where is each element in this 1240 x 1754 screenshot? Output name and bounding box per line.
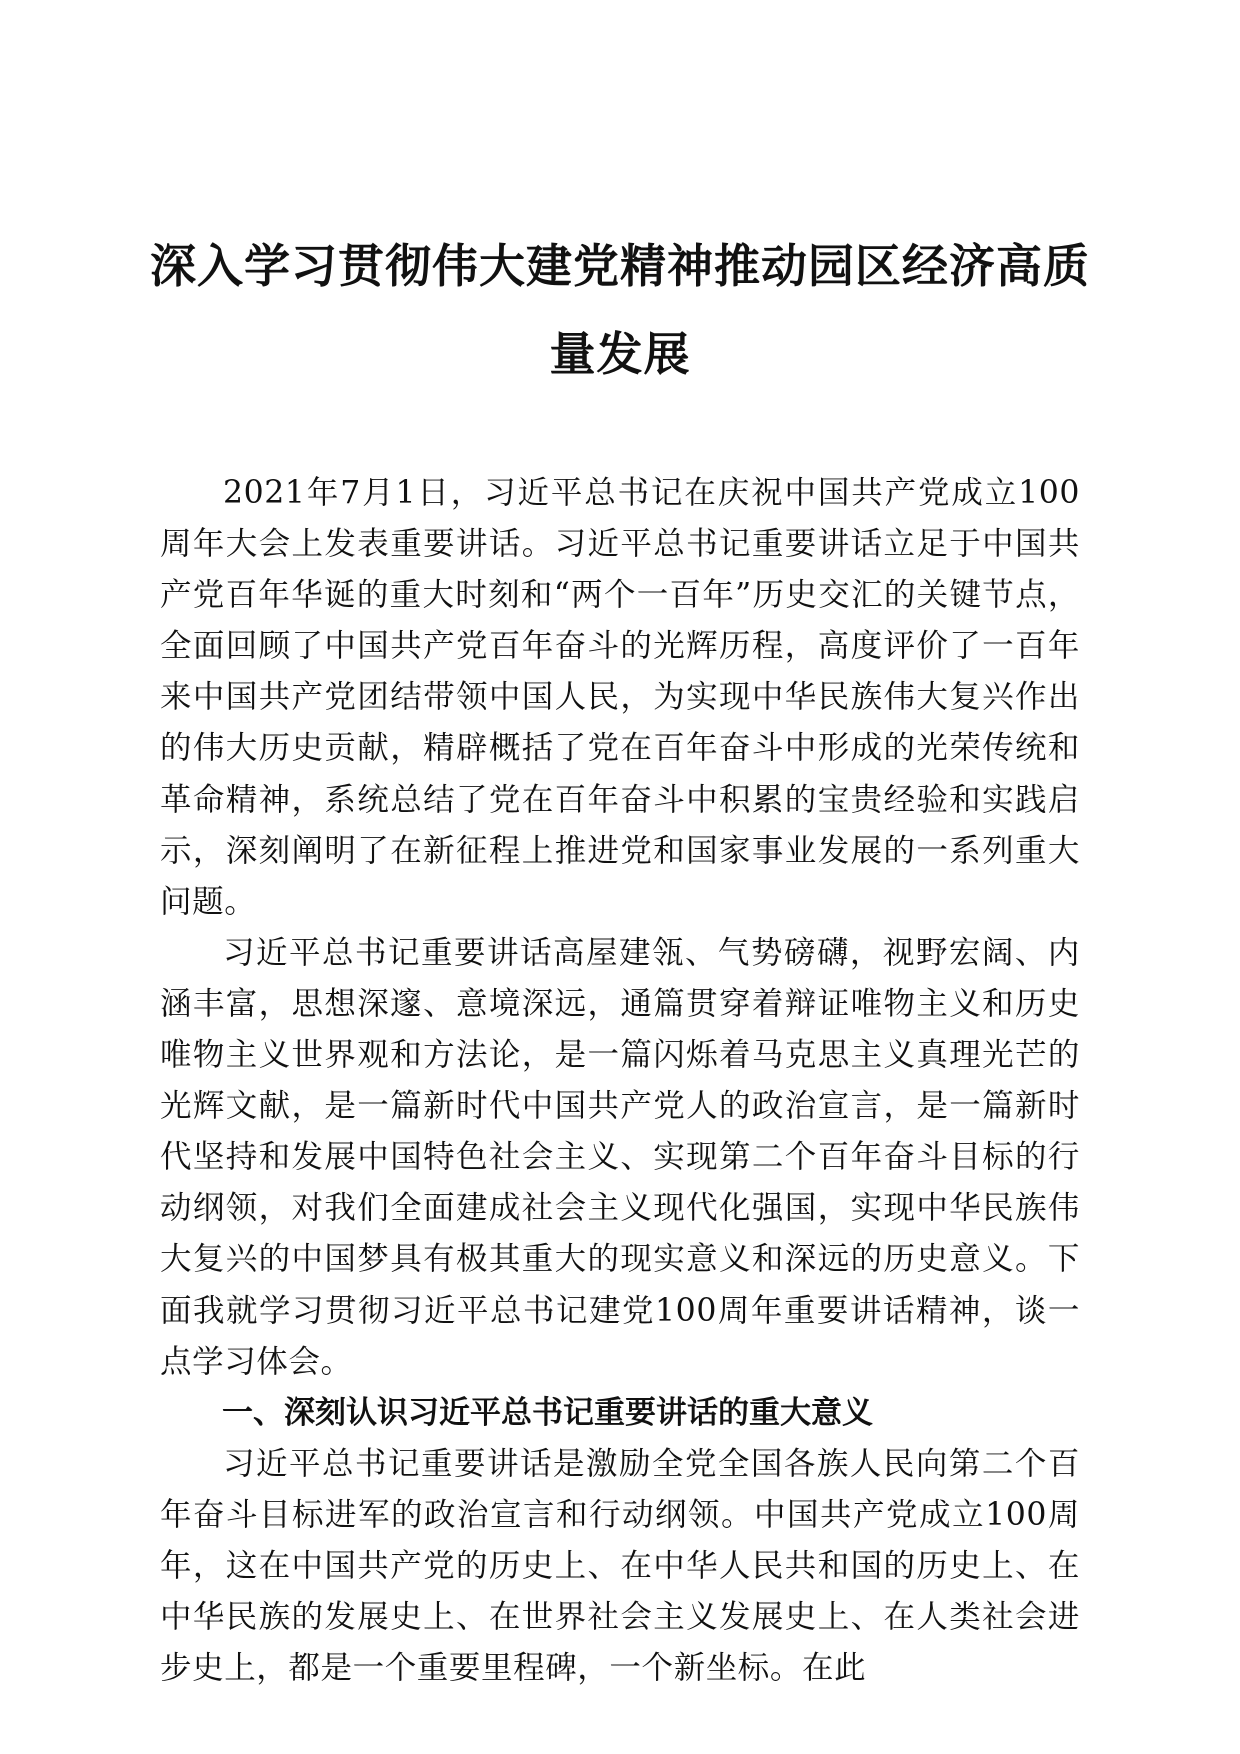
- paragraph-significance: 习近平总书记重要讲话高屋建瓴、气势磅礴，视野宏阔、内涵丰富，思想深邃、意境深远，通篇贯穿着辩证唯物主义和历史唯物主义世界观和方法论，是一篇闪烁着马克思主义真理光芒的光辉文献，是一篇新时代中国共产党人的政治宣言，是一篇新时代坚持和发展中国特色社会主义、实现第二个百年奋斗目标的行动纲领，对我们全面建成社会主义现代化强国，实现中华民族伟大复兴的中国梦具有极其重大的现实意义和深远的历史意义。下面我就学习贯彻习近平总书记建党100周年重要讲话精神，谈一点学习体会。: [160, 934, 1080, 1380]
- document-title: 深入学习贯彻伟大建党精神推动园区经济高质量发展: [150, 239, 1090, 381]
- section-heading: 一、深刻认识习近平总书记重要讲话的重大意义: [222, 1394, 873, 1431]
- paragraph-section-one: 习近平总书记重要讲话是激励全党全国各族人民向第二个百年奋斗目标进军的政治宣言和行动纲领。中国共产党成立100周年，这在中国共产党的历史上、在中华人民共和国的历史上、在中华民族的发展史上、在世界社会主义发展史上、在人类社会进步史上，都是一个重要里程碑，一个新坐标。在此: [160, 1445, 1080, 1687]
- document-body: [160, 468, 1080, 1694]
- paragraph-intro: 2021年7月1日，习近平总书记在庆祝中国共产党成立100周年大会上发表重要讲话。习近平总书记重要讲话立足于中国共产党百年华诞的重大时刻和“两个一百年”历史交汇的关键节点，全面回顾了中国共产党百年奋斗的光辉历程，高度评价了一百年来中国共产党团结带领中国人民，为实现中华民族伟大复兴作出的伟大历史贡献，精辟概括了党在百年奋斗中形成的光荣传统和革命精神，系统总结了党在百年奋斗中积累的宝贵经验和实践启示，深刻阐明了在新征程上推进党和国家事业发展的一系列重大问题。: [160, 475, 1080, 920]
